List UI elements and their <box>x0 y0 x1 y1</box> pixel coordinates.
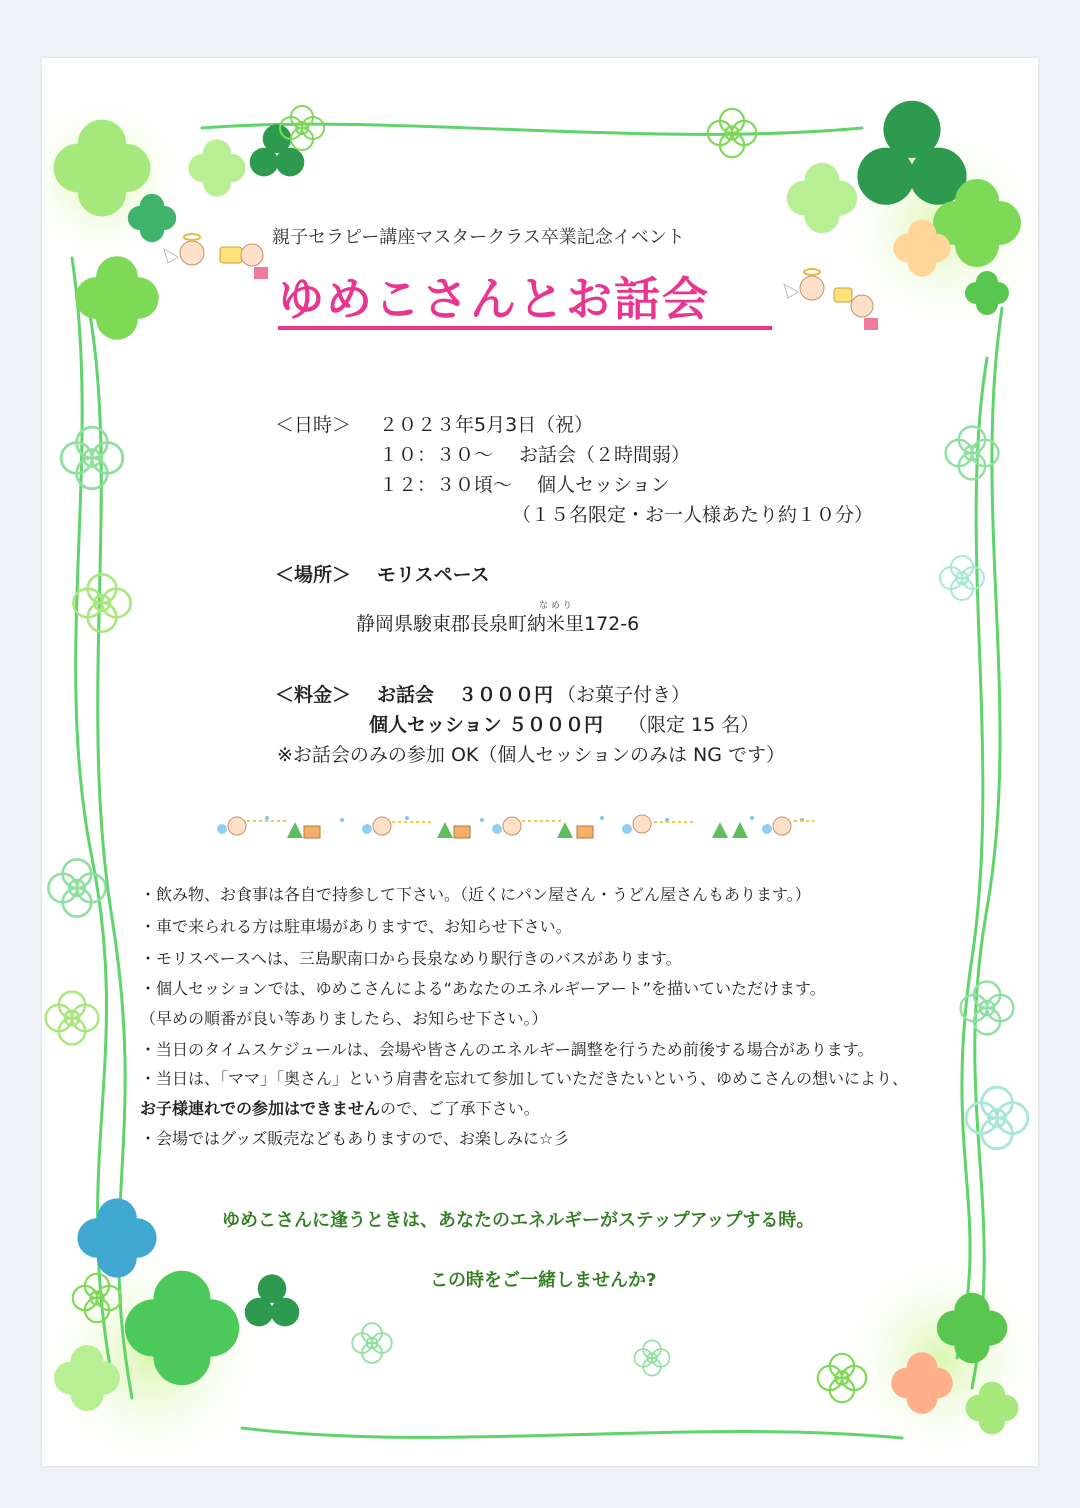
note-item: ・当日は、「ママ」「奥さん」という肩書を忘れて参加していただきたいという、ゆめこさんの想いにより、 <box>140 1069 909 1088</box>
note-item-with-bold <box>140 1096 540 1119</box>
time-session-desc: 個人セッション <box>537 474 670 496</box>
fee-talk-item: お話会 <box>377 684 435 706</box>
event-date: ２０２３年5月3日（祝） <box>379 414 594 436</box>
time-session-note: （１５名限定・お一人様あたり約１０分） <box>512 504 874 526</box>
time-talk-desc: お話会（２時間弱） <box>519 444 691 466</box>
title-underline <box>278 326 772 330</box>
note-item: ・車で来られる方は駐車場がありますで、お知らせ下さい。 <box>140 917 572 936</box>
place-name: モリスペース <box>377 564 490 586</box>
time-session: １２：３０頃〜 <box>379 474 513 496</box>
datetime-label: ＜日時＞ <box>275 414 352 436</box>
fee-label: ＜料金＞ <box>275 684 352 706</box>
note-item: ・会場ではグッズ販売などもありますので、お楽しみに☆彡 <box>140 1129 570 1148</box>
fee-talk-price: ３０００円 <box>458 684 554 706</box>
fee-session-item: 個人セッション <box>369 714 502 736</box>
note-item: （早めの順番が良い等ありましたら、お知らせ下さい。） <box>140 1009 548 1028</box>
fee-talk-note: （お菓子付き） <box>557 684 691 706</box>
note-item: ・当日のタイムスケジュールは、会場や皆さんのエネルギー調整を行うため前後する場合があります。 <box>140 1040 874 1059</box>
closing-line-2: この時をご一緒しませんか? <box>430 1270 657 1291</box>
closing-line-1: ゆめこさんに逢うときは、あなたのエネルギーがステップアップする時。 <box>222 1210 815 1231</box>
event-title: ゆめこさんとお話会 <box>278 272 710 326</box>
event-subtitle: 親子セラピー講座マスタークラス卒業記念イベント <box>272 227 685 248</box>
note-item: ・モリスペースへは、三島駅南口から長泉なめり駅行きのバスがあります。 <box>140 949 682 968</box>
note-item: ・個人セッションでは、ゆめこさんによる“あなたのエネルギーアート”を描いていただけます。 <box>140 979 826 998</box>
fee-remark: ※お話会のみの参加 OK（個人セッションのみは NG です） <box>277 744 786 766</box>
flyer-page <box>42 58 1038 1466</box>
fee-session-note: （限定 15 名） <box>628 714 760 736</box>
fee-session-price: ５０００円 <box>508 714 604 736</box>
address-ruby: な め り <box>539 601 572 611</box>
no-children-tail: ので、ご了承下さい。 <box>380 1099 540 1118</box>
time-talk: １０：３０〜 <box>379 444 494 466</box>
place-label: ＜場所＞ <box>275 564 352 586</box>
note-item: ・飲み物、お食事は各自で持参して下さい。（近くにパン屋さん・うどん屋さんもあります。） <box>140 885 811 904</box>
place-address: 静岡県駿東郡長泉町納米里172-6 <box>356 613 640 635</box>
no-children-notice: お子様連れでの参加はできません <box>140 1099 381 1118</box>
